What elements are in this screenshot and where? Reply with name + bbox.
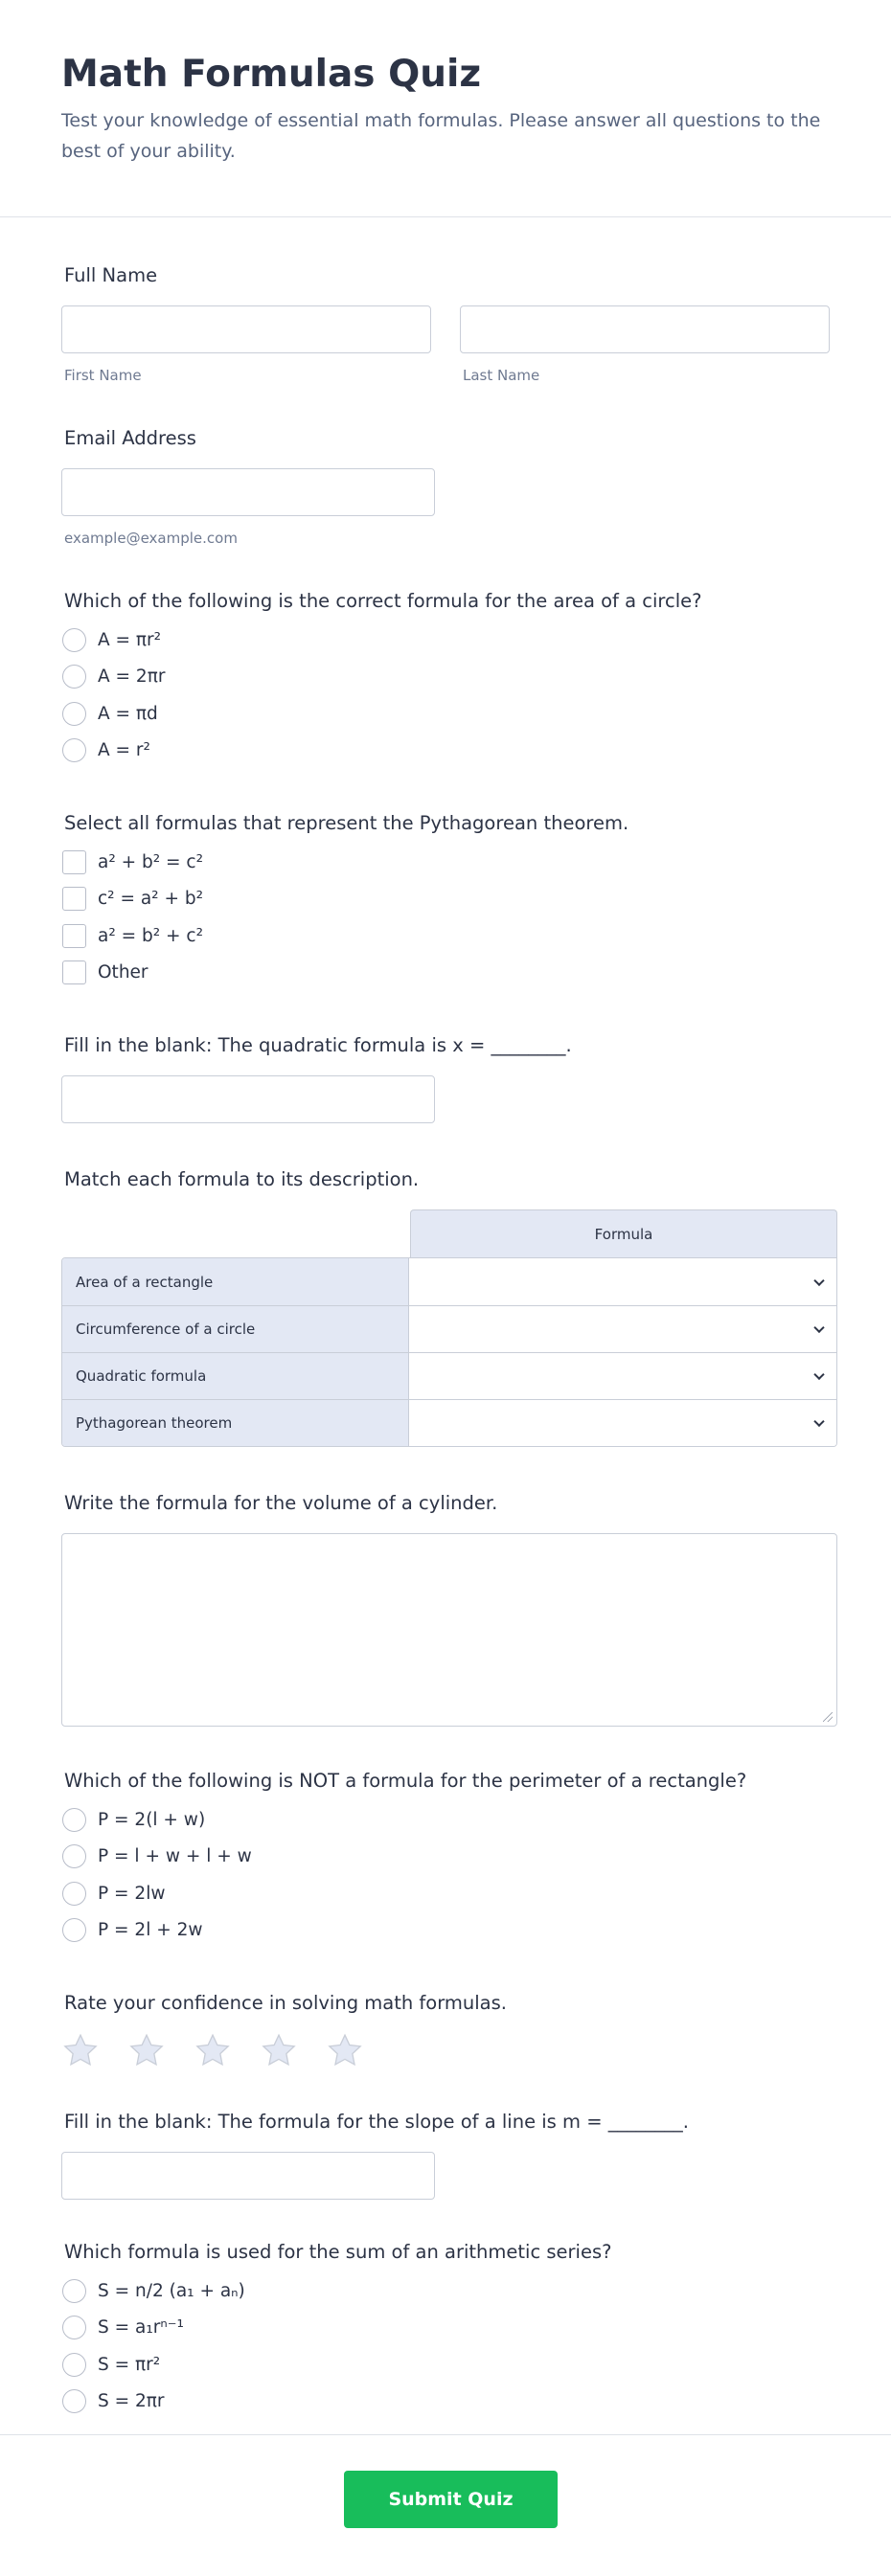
- pythagorean-option[interactable]: [62, 881, 830, 918]
- radio-button[interactable]: [62, 1808, 86, 1832]
- first-name-sublabel: First Name: [64, 367, 142, 384]
- pythagorean-label: Select all formulas that represent the Pythagorean theorem.: [64, 812, 629, 834]
- radio-button[interactable]: [62, 2389, 86, 2413]
- slope-question: [61, 2110, 830, 2200]
- arithmetic-label: Which formula is used for the sum of an arithmetic series?: [64, 2241, 612, 2263]
- option-label: P = 2lw: [98, 1883, 166, 1904]
- arithmetic-option[interactable]: [62, 2384, 830, 2421]
- option-label: S = a₁rⁿ⁻¹: [98, 2317, 184, 2339]
- quadratic-label: Fill in the blank: The quadratic formula is x = ________.: [64, 1034, 572, 1056]
- arithmetic-option[interactable]: [62, 2346, 830, 2384]
- last-name-col: [460, 305, 830, 384]
- chevron-down-icon: [813, 1369, 824, 1380]
- radio-button[interactable]: [62, 738, 86, 762]
- confidence-question: [61, 1991, 830, 2069]
- matrix-row-label: Pythagorean theorem: [62, 1400, 409, 1446]
- option-label: A = 2πr: [98, 667, 166, 688]
- perimeter-option[interactable]: [62, 1875, 830, 1912]
- checkbox[interactable]: [62, 924, 86, 948]
- email-input[interactable]: [61, 468, 435, 516]
- email-label: Email Address: [64, 427, 196, 449]
- resize-handle-icon[interactable]: [823, 1712, 833, 1722]
- radio-button[interactable]: [62, 1918, 86, 1942]
- chevron-down-icon: [813, 1416, 824, 1427]
- cylinder-textarea[interactable]: [61, 1533, 837, 1727]
- star-rating: [61, 2031, 830, 2069]
- radio-button[interactable]: [62, 628, 86, 652]
- circle-area-label: Which of the following is the correct formula for the area of a circle?: [64, 590, 702, 612]
- quadratic-input[interactable]: [61, 1075, 435, 1123]
- pythagorean-option[interactable]: [62, 955, 830, 992]
- matrix-column-header: Formula: [410, 1209, 837, 1257]
- pythagorean-option[interactable]: [62, 844, 830, 881]
- perimeter-option[interactable]: [62, 1801, 830, 1839]
- perimeter-option[interactable]: [62, 1912, 830, 1950]
- formula-dropdown[interactable]: [409, 1400, 836, 1446]
- last-name-input[interactable]: [460, 305, 830, 353]
- confidence-label: Rate your confidence in solving math formulas.: [64, 1992, 507, 2014]
- cylinder-question: [61, 1491, 830, 1727]
- option-label: S = πr²: [98, 2354, 161, 2375]
- perimeter-question: [61, 1769, 830, 1949]
- form-body: [0, 217, 891, 2420]
- radio-button[interactable]: [62, 2353, 86, 2377]
- radio-button[interactable]: [62, 1882, 86, 1906]
- radio-button[interactable]: [62, 702, 86, 726]
- page-title: Math Formulas Quiz: [61, 53, 482, 96]
- formula-dropdown[interactable]: [409, 1353, 836, 1399]
- circle-option[interactable]: [62, 621, 830, 659]
- arithmetic-option[interactable]: [62, 2310, 830, 2347]
- option-label: S = n/2 (a₁ + aₙ): [98, 2280, 245, 2301]
- email-sublabel: example@example.com: [64, 530, 238, 547]
- checkbox[interactable]: [62, 960, 86, 984]
- option-label: a² + b² = c²: [98, 851, 204, 872]
- star-icon[interactable]: [260, 2031, 298, 2069]
- circle-area-question: [61, 589, 830, 769]
- option-label: P = 2l + 2w: [98, 1920, 203, 1941]
- checkbox[interactable]: [62, 887, 86, 911]
- star-icon[interactable]: [127, 2031, 166, 2069]
- page-subtitle: Test your knowledge of essential math formulas. Please answer all questions to the best of your ability.: [61, 110, 821, 162]
- form-header: [0, 0, 891, 217]
- matrix-row-label: Quadratic formula: [62, 1353, 409, 1399]
- matrix-row: [62, 1258, 836, 1305]
- chevron-down-icon: [813, 1275, 824, 1285]
- formula-dropdown[interactable]: [409, 1306, 836, 1352]
- option-label: a² = b² + c²: [98, 925, 204, 946]
- arithmetic-question: [61, 2240, 830, 2420]
- option-label: P = l + w + l + w: [98, 1846, 252, 1867]
- matrix-row: [62, 1352, 836, 1399]
- radio-button[interactable]: [62, 2316, 86, 2339]
- star-icon[interactable]: [326, 2031, 364, 2069]
- arithmetic-option[interactable]: [62, 2272, 830, 2310]
- slope-input[interactable]: [61, 2152, 435, 2200]
- match-matrix: [61, 1209, 837, 1447]
- circle-option[interactable]: [62, 733, 830, 770]
- option-label: A = πr²: [98, 629, 162, 650]
- circle-option[interactable]: [62, 695, 830, 733]
- email-field: [61, 426, 830, 547]
- option-label: A = πd: [98, 703, 158, 724]
- radio-button[interactable]: [62, 1844, 86, 1868]
- full-name-field: [61, 263, 830, 384]
- quadratic-question: [61, 1033, 830, 1123]
- cylinder-label: Write the formula for the volume of a cylinder.: [64, 1492, 498, 1514]
- matrix-row-label: Circumference of a circle: [62, 1306, 409, 1352]
- pythagorean-question: [61, 811, 830, 991]
- formula-dropdown[interactable]: [409, 1258, 836, 1305]
- full-name-label: Full Name: [64, 264, 158, 286]
- pythagorean-option[interactable]: [62, 917, 830, 955]
- perimeter-label: Which of the following is NOT a formula for the perimeter of a rectangle?: [64, 1770, 747, 1792]
- option-label: c² = a² + b²: [98, 889, 204, 910]
- option-label: P = 2(l + w): [98, 1809, 206, 1830]
- option-label: S = 2πr: [98, 2391, 165, 2412]
- option-label: A = r²: [98, 740, 150, 761]
- first-name-col: [61, 305, 431, 384]
- match-label: Match each formula to its description.: [64, 1168, 420, 1190]
- option-label: Other: [98, 962, 148, 983]
- matrix-row: [62, 1399, 836, 1446]
- perimeter-option[interactable]: [62, 1839, 830, 1876]
- slope-label: Fill in the blank: The formula for the slope of a line is m = ________.: [64, 2111, 689, 2133]
- star-icon[interactable]: [194, 2031, 232, 2069]
- submit-button[interactable]: Submit Quiz: [344, 2471, 558, 2528]
- matrix-row: [62, 1305, 836, 1352]
- matrix-header: [61, 1209, 837, 1257]
- circle-option[interactable]: [62, 659, 830, 696]
- star-icon[interactable]: [61, 2031, 100, 2069]
- form-footer: [0, 2434, 891, 2576]
- matrix-header-spacer: [61, 1209, 410, 1257]
- first-name-input[interactable]: [61, 305, 431, 353]
- name-row: [61, 305, 830, 384]
- radio-button[interactable]: [62, 665, 86, 689]
- match-question: [61, 1167, 830, 1447]
- matrix-row-label: Area of a rectangle: [62, 1258, 409, 1305]
- matrix-body: [61, 1257, 837, 1447]
- chevron-down-icon: [813, 1322, 824, 1333]
- radio-button[interactable]: [62, 2279, 86, 2303]
- last-name-sublabel: Last Name: [463, 367, 540, 384]
- checkbox[interactable]: [62, 850, 86, 874]
